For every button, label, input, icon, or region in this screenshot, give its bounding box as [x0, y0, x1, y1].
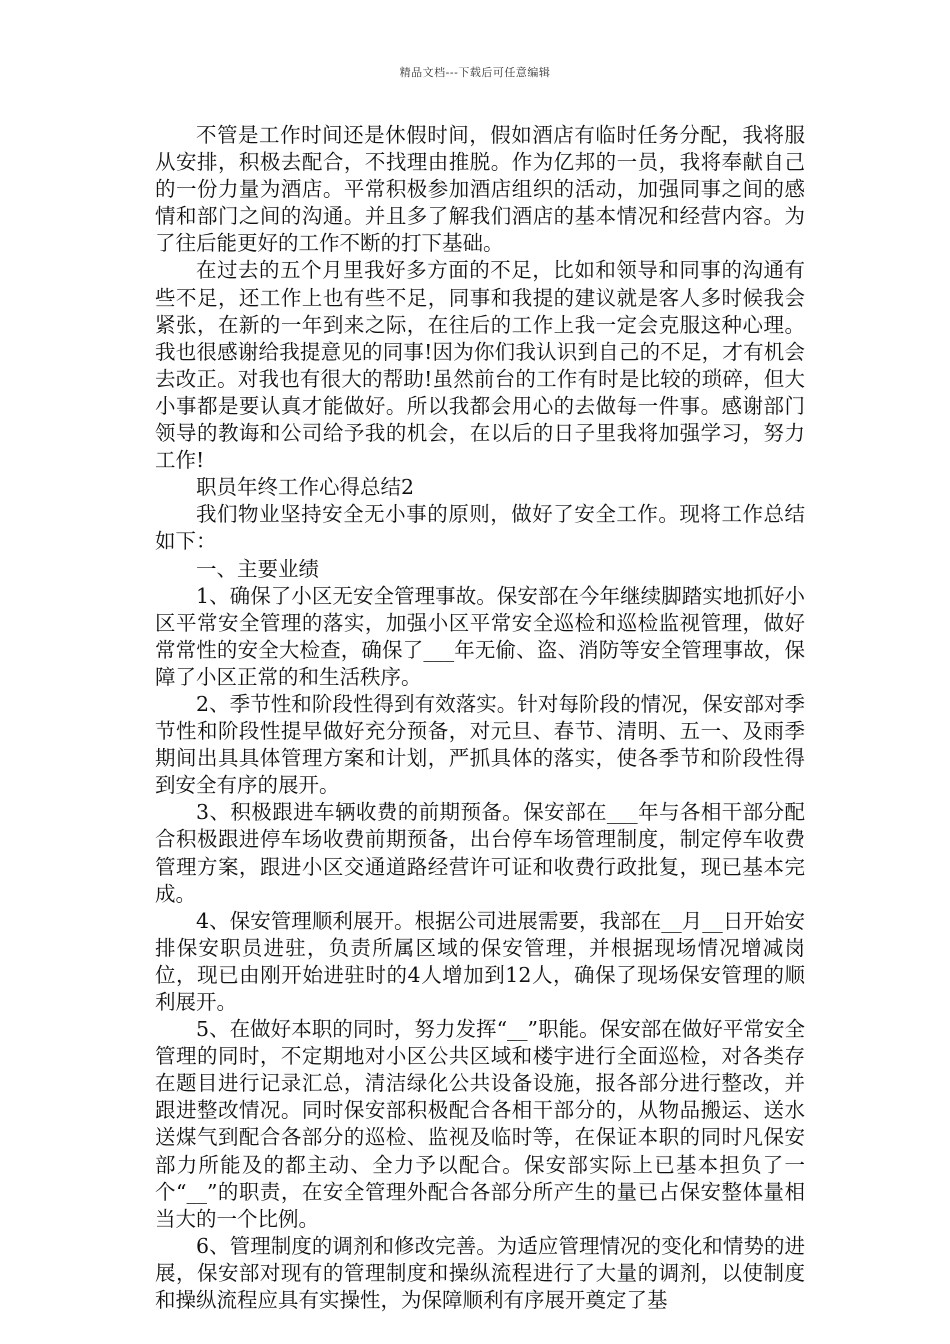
list-item: 5、在做好本职的同时，努力发挥“__”职能。保安部在做好平常安全管理的同时，不定期地对小区公共区域和楼宇进行全面巡检，对各类存在题目进行记录汇总，清洁绿化公共设备设施，报各部分进行整改，并跟进整改情况。同时保安部积极配合各相干部分的，从物品搬运、送水送煤气到配合各部分的巡检、监视及临时等，在保证本职的同时凡保安部力所能及的都主动、全力予以配合。保安部实际上已基本担负了一个“__”的职责，在安全管理外配合各部分所产生的量已占保安整体量相当大的一个比例。 — [155, 1017, 805, 1231]
document-body — [155, 122, 805, 1314]
list-item: 6、管理制度的调剂和修改完善。为适应管理情况的变化和情势的进展，保安部对现有的管理制度和操纵流程进行了大量的调剂，以使制度和操纵流程应具有实操性，为保障顺利有序展开奠定了基 — [155, 1233, 805, 1313]
list-item: 4、保安管理顺利展开。根据公司进展需要，我部在__月__日开始安排保安职员进驻，负责所属区域的保安管理，并根据现场情况增减岗位，现已由刚开始进驻时的4人增加到12人，确保了现场保安管理的顺利展开。 — [155, 908, 805, 1014]
paragraph: 不管是工作时间还是休假时间，假如酒店有临时任务分配，我将服从安排，积极去配合，不找理由推脱。作为亿邦的一员，我将奉献自己的一份力量为酒店。平常积极参加酒店组织的活动，加强同事之间的感情和部门之间的沟通。并且多了解我们酒店的基本情况和经营内容。为了往后能更好的工作不断的打下基础。 — [155, 123, 805, 256]
list-item: 3、积极跟进车辆收费的前期预备。保安部在___年与各相干部分配合积极跟进停车场收费前期预备，出台停车场管理制度，制定停车收费管理方案，跟进小区交通道路经营许可证和收费行政批复，现已基本完成。 — [155, 800, 805, 906]
paragraph: 在过去的五个月里我好多方面的不足，比如和领导和同事的沟通有些不足，还工作上也有些不足，同事和我提的建议就是客人多时候我会紧张，在新的一年到来之际，在往后的工作上我一定会克服这种心理。我也很感谢给我提意见的同事!因为你们我认识到自己的不足，才有机会去改正。对我也有很大的帮助!虽然前台的工作有时是比较的琐碎，但大小事都是要认真才能做好。所以我都会用心的去做每一件事。感谢部门领导的教诲和公司给予我的机会，在以后的日子里我将加强学习，努力工作! — [155, 258, 805, 473]
section-title: 职员年终工作心得总结2 — [196, 475, 415, 500]
list-item: 1、确保了小区无安全管理事故。保安部在今年继续脚踏实地抓好小区平常安全管理的落实，加强小区平常安全巡检和巡检监视管理，做好常常性的安全大检查，确保了___年无偷、盗、消防等安全管理事故，保障了小区正常的和生活秩序。 — [155, 583, 805, 689]
subsection-heading: 一、主要业绩 — [196, 556, 319, 581]
paragraph: 我们物业坚持安全无小事的原则，做好了安全工作。现将工作总结如下： — [155, 502, 805, 554]
list-item: 2、季节性和阶段性得到有效落实。针对每阶段的情况，保安部对季节性和阶段性提早做好充分预备，对元旦、春节、清明、五一、及雨季期间出具具体管理方案和计划，严抓具体的落实，使各季节和阶段性得到安全有序的展开。 — [155, 691, 805, 798]
page-header: 精品文档---下载后可任意编辑 — [399, 66, 551, 79]
